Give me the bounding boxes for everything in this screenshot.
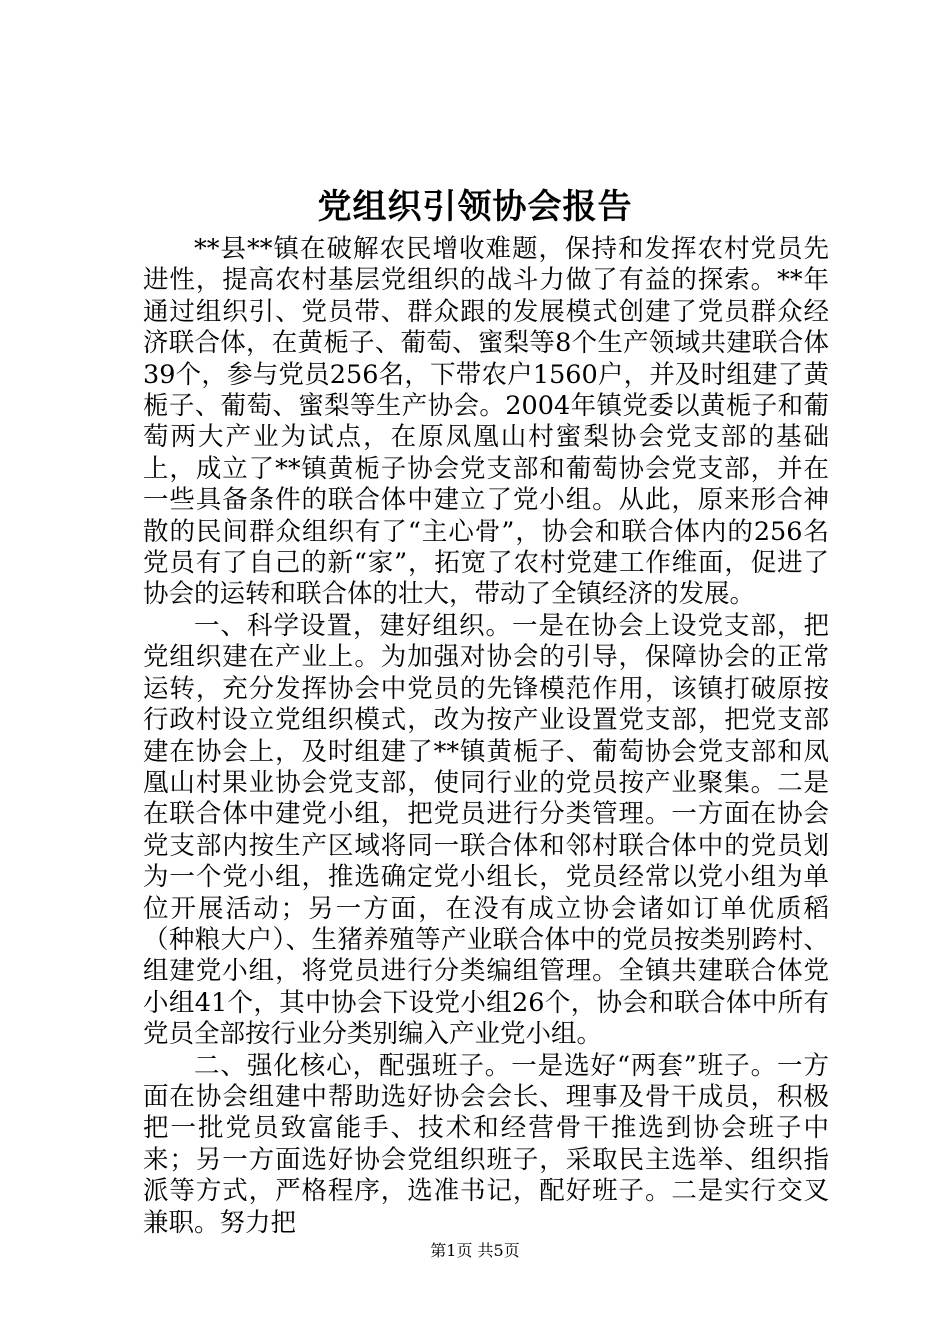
body-paragraph-intro: **县**镇在破解农民增收难题，保持和发挥农村党员先进性，提高农村基层党组织的战斗力做了有益的探索。**年通过组织引、党员带、群众跟的发展模式创建了党员群众经济联合体，在黄栀子、葡萄、蜜梨等8个生产领域共建联合体39个，参与党员256名，下带农户1560户，并及时组建了黄栀子、葡萄、蜜梨等生产协会。2004年镇党委以黄栀子和葡萄两大产业为试点，在原凤凰山村蜜梨协会党支部的基础上，成立了**镇黄栀子协会党支部和葡萄协会党支部，并在一些具备条件的联合体中建立了党小组。从此，原来形合神散的民间群众组织有了“主心骨”，协会和联合体内的256名党员有了自己的新“家”，拓宽了农村党建工作维面，促进了协会的运转和联合体的壮大，带动了全镇经济的发展。: [143, 234, 829, 610]
page-number-label: 第1页 共5页: [430, 1241, 520, 1260]
document-body: [143, 234, 829, 1239]
document-title: 党组织引领协会报告: [317, 187, 633, 227]
body-paragraph-section-one: 一、科学设置，建好组织。一是在协会上设党支部，把党组织建在产业上。为加强对协会的引导，保障协会的正常运转，充分发挥协会中党员的先锋模范作用，该镇打破原按行政村设立党组织模式，改为按产业设置党支部，把党支部建在协会上，及时组建了**镇黄栀子、葡萄协会党支部和凤凰山村果业协会党支部，使同行业的党员按产业聚集。二是在联合体中建党小组，把党员进行分类管理。一方面在协会党支部内按生产区域将同一联合体和邻村联合体中的党员划为一个党小组，推选确定党小组长，党员经常以党小组为单位开展活动；另一方面，在没有成立协会诸如订单优质稻（种粮大户）、生猪养殖等产业联合体中的党员按类别跨村、组建党小组，将党员进行分类编组管理。全镇共建联合体党小组41个，其中协会下设党小组26个，协会和联合体中所有党员全部按行业分类别编入产业党小组。: [143, 610, 829, 1050]
page-footer: [0, 1240, 950, 1262]
body-paragraph-section-two: 二、强化核心，配强班子。一是选好“两套”班子。一方面在协会组建中帮助选好协会会长、理事及骨干成员，积极把一批党员致富能手、技术和经营骨干推选到协会班子中来；另一方面选好协会党组织班子，采取民主选举、组织指派等方式，严格程序，选准书记，配好班子。二是实行交叉兼职。努力把: [143, 1050, 829, 1238]
